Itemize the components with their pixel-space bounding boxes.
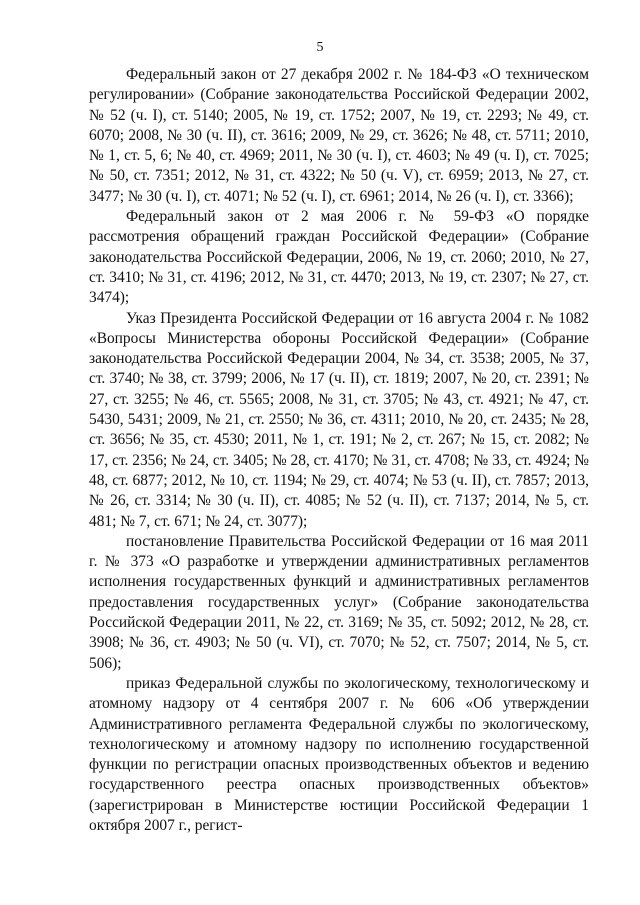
paragraph-prikaz-606: приказ Федеральной службы по экологическому, технологическому и атомному надзору от 4 сентября 2007 г. № 606 «Об утверждении Административного регламента Федеральной службы по экологическому, технологическому и атомному надзору по исполнению государственной функции по регистрации опасных производственных объектов и ведению государственного реестра опасных производственных объектов» (зарегистрирован в Министерстве юстиции Российской Федерации 1 октября 2007 г., регист-: [89, 674, 589, 834]
document-body: [89, 65, 589, 836]
paragraph-postanovlenie-373: постановление Правительства Российской Федерации от 16 мая 2011 г. № 373 «О разработке и утверждении административных регламентов исполнения государственных функций и административных регламентов предоставления государственных услуг» (Собрание законодательства Российской Федерации 2011, № 22, ст. 3169; № 35, ст. 5092; 2012, № 28, ст. 3908; № 36, ст. 4903; № 50 (ч. VI), ст. 7070; № 52, ст. 7507; 2014, № 5, ст. 506);: [89, 532, 589, 672]
paragraph-ukaz-1082: Указ Президента Российской Федерации от 16 августа 2004 г. № 1082 «Вопросы Министерства обороны Российской Федерации» (Собрание законодательства Российской Федерации 2004, № 34, ст. 3538; 2005, № 37, ст. 3740; № 38, ст. 3799; 2006, № 17 (ч. II), ст. 1819; 2007, № 20, ст. 2391; № 27, ст. 3255; № 46, ст. 5565; 2008, № 31, ст. 3705; № 43, ст. 4921; № 47, ст. 5430, 5431; 2009, № 21, ст. 2550; № 36, ст. 4311; 2010, № 20, ст. 2435; № 28, ст. 3656; № 35, ст. 4530; 2011, № 1, ст. 191; № 2, ст. 267; № 15, ст. 2082; № 17, ст. 2356; № 24, ст. 3405; № 28, ст. 4170; № 31, ст. 4708; № 33, ст. 4924; № 48, ст. 6877; 2012, № 10, ст. 1194; № 29, ст. 4074; № 53 (ч. II), ст. 7857; 2013, № 26, ст. 3314; № 30 (ч. II), ст. 4085; № 52 (ч. II), ст. 7137; 2014, № 5, ст. 481; № 7, ст. 671; № 24, ст. 3077);: [89, 309, 589, 530]
page-number: 5: [316, 40, 324, 55]
paragraph-59-fz: Федеральный закон от 2 мая 2006 г. № 59-ФЗ «О порядке рассмотрения обращений граждан Российской Федерации» (Собрание законодательства Российской Федерации, 2006, № 19, ст. 2060; 2010, № 27, ст. 3410; № 31, ст. 4196; 2012, № 31, ст. 4470; 2013, № 19, ст. 2307; № 27, ст. 3474);: [89, 208, 589, 307]
paragraph-184-fz: Федеральный закон от 27 декабря 2002 г. № 184-ФЗ «О техническом регулировании» (Собрание законодательства Российской Федерации 2002, № 52 (ч. I), ст. 5140; 2005, № 19, ст. 1752; 2007, № 19, ст. 2293; № 49, ст. 6070; 2008, № 30 (ч. II), ст. 3616; 2009, № 29, ст. 3626; № 48, ст. 5711; 2010, № 1, ст. 5, 6; № 40, ст. 4969; 2011, № 30 (ч. I), ст. 4603; № 49 (ч. I), ст. 7025; № 50, ст. 7351; 2012, № 31, ст. 4322; № 50 (ч. V), ст. 6959; 2013, № 27, ст. 3477; № 30 (ч. I), ст. 4071; № 52 (ч. I), ст. 6961; 2014, № 26 (ч. I), ст. 3366);: [89, 66, 589, 205]
